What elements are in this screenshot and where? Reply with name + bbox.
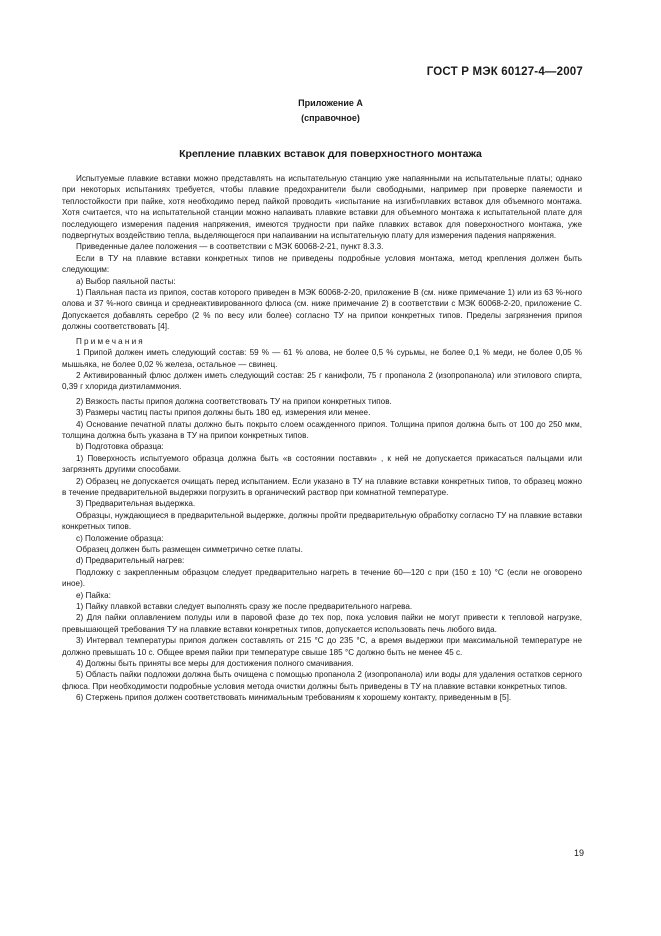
notes-heading: Примечания xyxy=(76,336,145,346)
standard-header: ГОСТ Р МЭК 60127-4—2007 xyxy=(426,66,583,78)
paragraph: Образцы, нуждающиеся в предварительной выдержке, должны пройти предварительную обработку согласно ТУ на плавкие вставки конкретных типов. xyxy=(62,510,582,532)
paragraph: 6) Стержень припоя должен соответствовать минимальным требованиям к хорошему контакту, приведенным в [5]. xyxy=(76,693,512,703)
paragraph: 1) Пайку плавкой вставки следует выполнять сразу же после предварительного нагрева. xyxy=(76,602,413,612)
paragraph: 2) Образец не допускается очищать перед испытанием. Если указано в ТУ на плавкие вставки конкретных типов, то образец можно в течение предварительной выдержки погрузить в органический раствор при комнатной температуре. xyxy=(62,476,582,497)
paragraph: Приведенные далее положения — в соответствии с МЭК 60068-2-21, пункт 8.3.3. xyxy=(76,242,384,252)
paragraph: 3) Интервал температуры припоя должен составлять от 215 °С до 235 °С, а время выдержки при максимальной температуре не должно превышать 10 с. Общее время пайки при температуре свыше 185 °С должно быть не менее 45 с. xyxy=(62,636,582,657)
paragraph: 1) Поверхность испытуемого образца должна быть «в состоянии поставки» , к ней не допускается прикасаться пальцами или загрязнять другими способами. xyxy=(62,453,582,475)
annex-heading xyxy=(0,96,661,126)
paragraph: d) Предварительный нагрев: xyxy=(76,556,185,566)
paragraph: Испытуемые плавкие вставки можно представлять на испытательную станцию уже напаянными на испытательные платы; однако при некоторых испытаниях требуется, чтобы плавкие предохранители были свободными, например при проверке паяемости и теплостойкости при пайке, хотя необходимо перед пайкой проводить «испытание на изгиб»плавких вставок для объемного монтажа. Хотя считается, что на испытательной станции можно напаивать плавкие вставки для объемного монтажа к испытательной плате для последующего измерения падения напряжения, имеются трудности при пайке плавких вставок для поверхностного монтажа, уже подвергнутых воздействию тепла, выделяющегося при напаивании на испытательную плату для измерения падения напряжения. xyxy=(62,174,582,241)
document-body xyxy=(62,173,582,704)
paragraph: 3) Размеры частиц пасты припоя должны быть 180 ед. измерения или менее. xyxy=(76,408,371,418)
paragraph: 2) Для пайки оплавлением полуды или в паровой фазе до тех пор, пока условия пайки не могут привести к тепловой нагрузке, превышающей требования ТУ на плавкие вставки конкретных типов, допускается использовать печь любого вида. xyxy=(62,613,582,634)
page-number: 19 xyxy=(573,848,584,858)
paragraph: Подложку с закрепленным образцом следует предварительно нагреть в течение 60—120 с при (150 ± 10) °С (если не оговорено иное). xyxy=(62,567,582,589)
paragraph: а) Выбор паяльной пасты: xyxy=(76,276,176,286)
paragraph: с) Положение образца: xyxy=(76,533,164,543)
paragraph: b) Подготовка образца: xyxy=(76,442,164,452)
paragraph: 3) Предварительная выдержка. xyxy=(76,499,196,509)
paragraph: 5) Область пайки подложки должна быть очищена с помощью пропанола 2 (изопропанола) или воды для удаления остатков серного флюса. При необходимости подробные условия метода очистки должны быть приведены в ТУ на плавкие вставки конкретных типов. xyxy=(62,670,582,691)
paragraph: 1) Паяльная паста из припоя, состав которого приведен в МЭК 60068-2-20, приложение В (см. ниже примечание 1) или из 63 %-ного олова и 37 %-ного свинца и среднеактивированного флюса (см. ниже примечание 2) в соответствии с МЭК 60068-2-20, приложение С. Допускается добавлять серебро (2 % по весу или более) согласно ТУ на припои конкретных типов. Пределы загрязнения припоя должны соответствовать [4]. xyxy=(62,288,582,332)
paragraph: е) Пайка: xyxy=(76,590,111,600)
note: 1 Припой должен иметь следующий состав: 59 % — 61 % олова, не более 0,5 % сурьмы, не более 0,1 % меди, не более 0,05 % мышьяка, не более 0,02 % железа, остальное — свинец. xyxy=(62,348,582,369)
annex-title: Приложение А xyxy=(298,98,363,108)
paragraph: 4) Основание печатной платы должно быть покрыто слоем осажденного припоя. Толщина припоя должна быть от 100 до 250 мкм, толщина должна быть указана в ТУ на припои конкретных типов. xyxy=(62,419,582,440)
paragraph: Образец должен быть размещен симметрично сетке платы. xyxy=(76,545,303,554)
paragraph: Если в ТУ на плавкие вставки конкретных типов не приведены подробные условия монтажа, метод крепления должен быть следующим: xyxy=(62,253,582,275)
section-title: Крепление плавких вставок для поверхностного монтажа xyxy=(179,148,482,160)
annex-type: (справочное) xyxy=(301,113,360,123)
note: 2 Активированный флюс должен иметь следующий состав: 25 г канифоли, 75 г пропанола 2 (изопропанола) или этилового спирта, 0,39 г хлорида диэтиламмония. xyxy=(62,370,582,392)
paragraph: 4) Должны быть приняты все меры для достижения полного смачивания. xyxy=(76,659,354,669)
paragraph: 2) Вязкость пасты припоя должна соответствовать ТУ на припои конкретных типов. xyxy=(76,396,392,406)
